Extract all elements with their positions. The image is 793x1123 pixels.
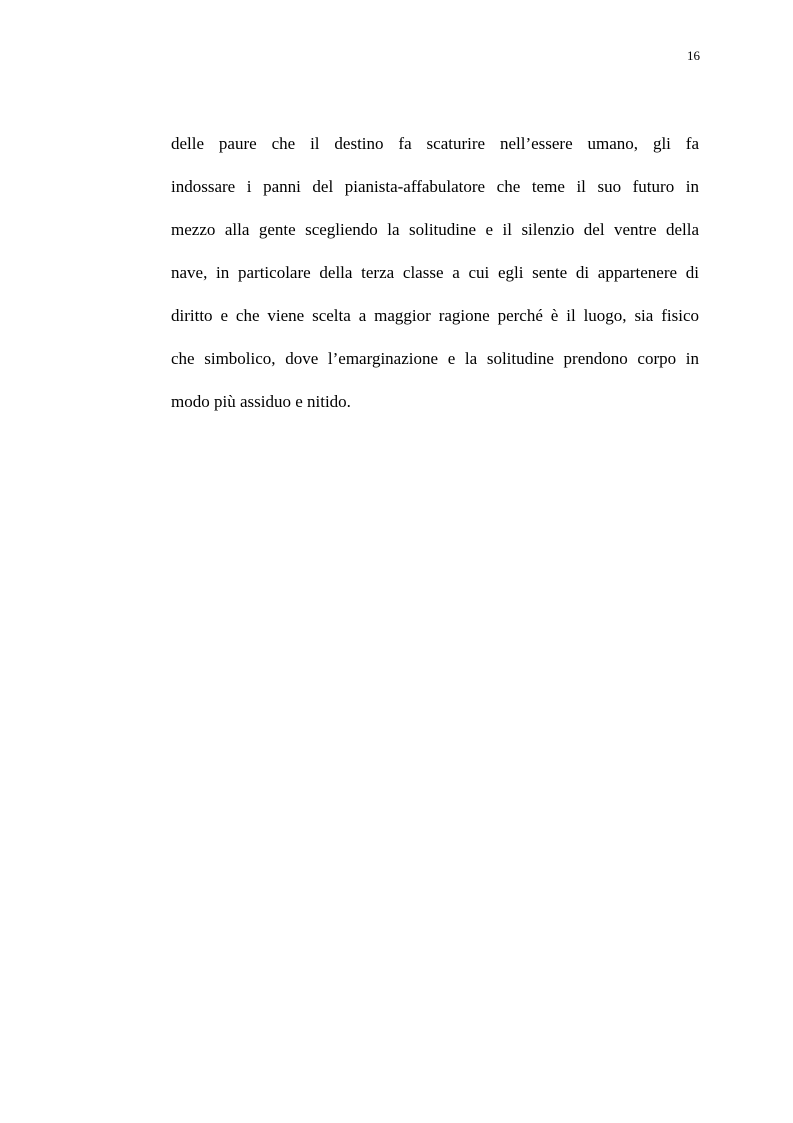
- paragraph-line: mezzo alla gente scegliendo la solitudine e il silenzio del ventre della: [171, 220, 699, 239]
- paragraph-line: modo più assiduo e nitido.: [171, 392, 351, 411]
- paragraph-line: delle paure che il destino fa scaturire nell’essere umano, gli fa: [171, 134, 699, 153]
- paragraph-line: diritto e che viene scelta a maggior ragione perché è il luogo, sia fisico: [171, 306, 699, 325]
- body-paragraph: [171, 127, 699, 428]
- paragraph-line: nave, in particolare della terza classe a cui egli sente di appartenere di: [171, 263, 699, 282]
- paragraph-line: che simbolico, dove l’emarginazione e la solitudine prendono corpo in: [171, 349, 699, 368]
- paragraph-line: indossare i panni del pianista-affabulatore che teme il suo futuro in: [171, 177, 699, 196]
- page-number: 16: [687, 48, 700, 63]
